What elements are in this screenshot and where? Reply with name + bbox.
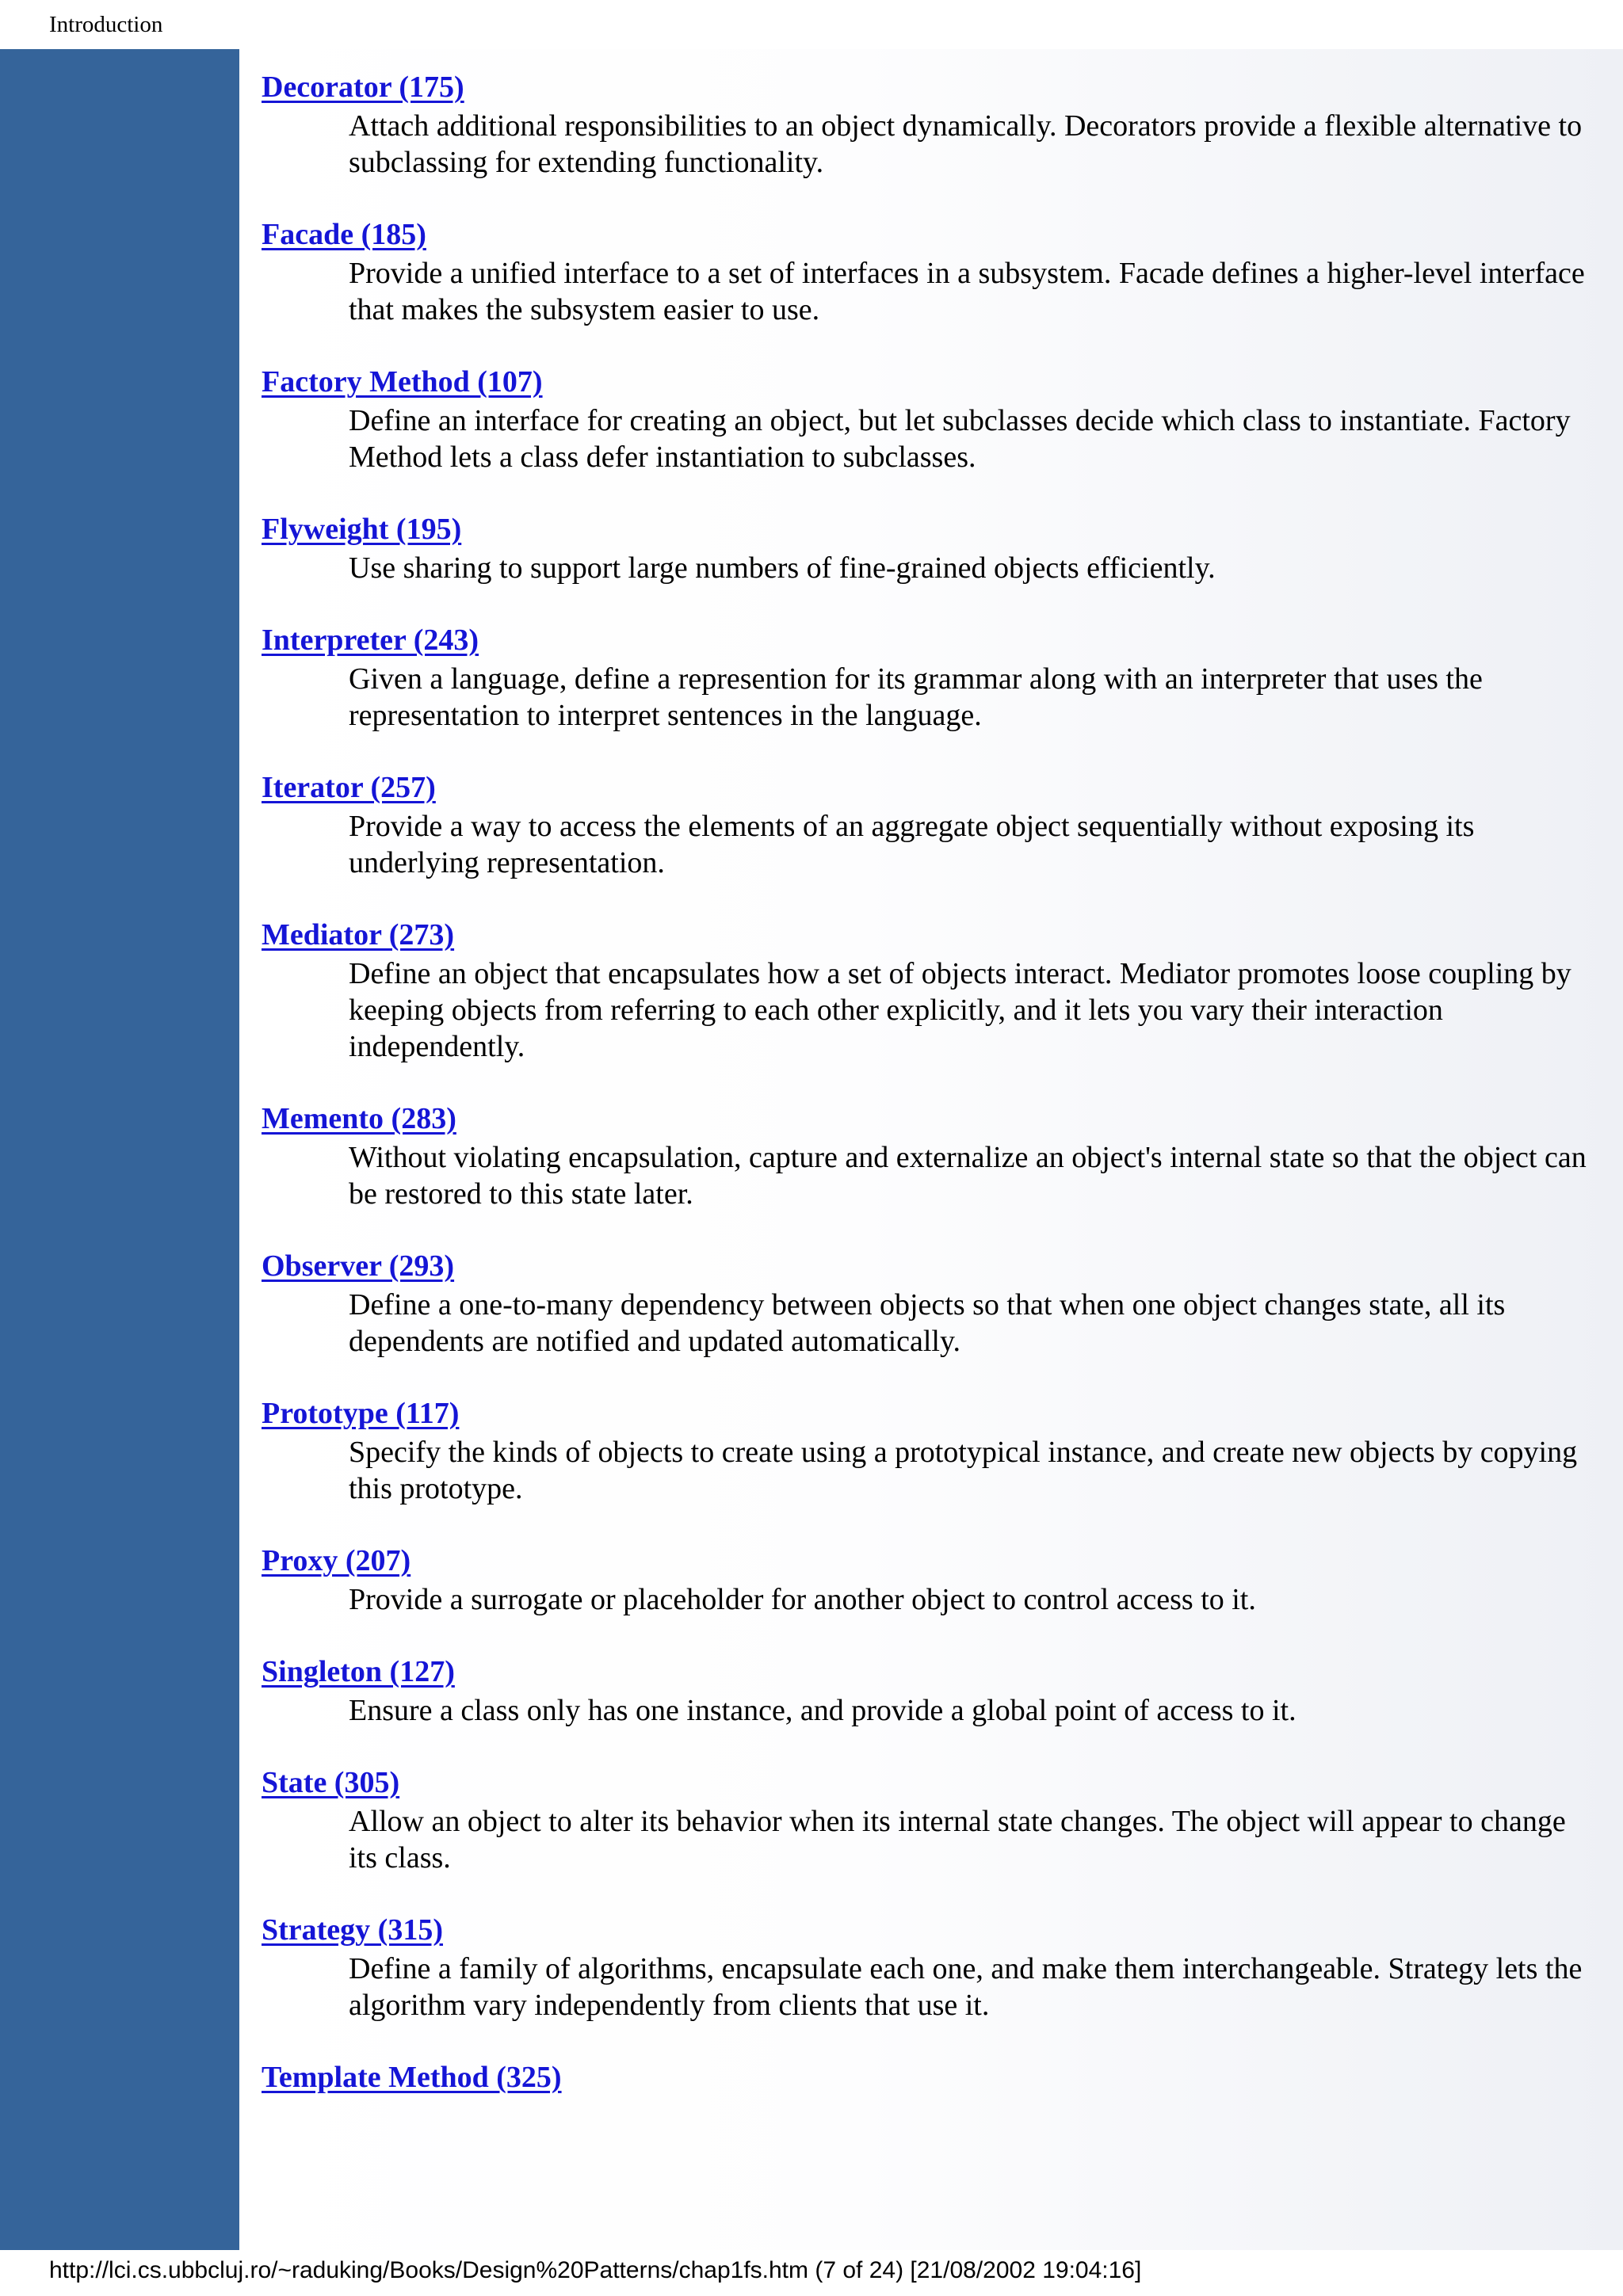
pattern-entry-template-method bbox=[262, 2057, 1601, 2098]
pattern-link-interpreter[interactable]: Interpreter (243) bbox=[262, 624, 479, 657]
pattern-entry-observer bbox=[262, 1245, 1601, 1360]
pattern-link-singleton[interactable]: Singleton (127) bbox=[262, 1655, 455, 1688]
pattern-link-decorator[interactable]: Decorator (175) bbox=[262, 71, 464, 104]
pattern-description: Define an interface for creating an object, but let subclasses decide which class to instantiate. Factory Method lets a class defer instantiation to subclasses. bbox=[349, 404, 1571, 474]
pattern-link-mediator[interactable]: Mediator (273) bbox=[262, 918, 455, 952]
pattern-entry-state bbox=[262, 1762, 1601, 1876]
pattern-entry-flyweight bbox=[262, 509, 1601, 586]
pattern-entry-memento bbox=[262, 1098, 1601, 1212]
pattern-link-observer[interactable]: Observer (293) bbox=[262, 1249, 455, 1283]
pattern-description: Provide a way to access the elements of an aggregate object sequentially without exposing its underlying representation. bbox=[349, 810, 1475, 879]
pattern-entry-strategy bbox=[262, 1909, 1601, 2023]
pattern-entry-singleton bbox=[262, 1651, 1601, 1729]
pattern-link-flyweight[interactable]: Flyweight (195) bbox=[262, 513, 462, 546]
pattern-link-memento[interactable]: Memento (283) bbox=[262, 1102, 456, 1135]
pattern-entry-prototype bbox=[262, 1393, 1601, 1507]
pattern-link-factory-method[interactable]: Factory Method (107) bbox=[262, 365, 543, 399]
pattern-link-prototype[interactable]: Prototype (117) bbox=[262, 1397, 460, 1430]
pattern-description: Attach additional responsibilities to an object dynamically. Decorators provide a flexible alternative to subclassing for extending functionality. bbox=[349, 109, 1583, 179]
footer-url: http://lci.cs.ubbcluj.ro/~raduking/Books/Design%20Patterns/chap1fs.htm (7 of 24) [21/08/2002 19:04:16] bbox=[49, 2257, 1142, 2283]
pattern-link-template-method[interactable]: Template Method (325) bbox=[262, 2061, 562, 2094]
pattern-entry-facade bbox=[262, 214, 1601, 328]
pattern-description: Provide a unified interface to a set of interfaces in a subsystem. Facade defines a higher-level interface that makes the subsystem easier to use. bbox=[349, 257, 1585, 326]
pattern-description: Provide a surrogate or placeholder for another object to control access to it. bbox=[349, 1583, 1256, 1616]
pattern-link-iterator[interactable]: Iterator (257) bbox=[262, 771, 436, 804]
pattern-list bbox=[262, 67, 1601, 2131]
sidebar-band bbox=[0, 49, 239, 2250]
pattern-description: Specify the kinds of objects to create using a prototypical instance, and create new objects by copying this prototype. bbox=[349, 1436, 1578, 1505]
page-header-title: Introduction bbox=[49, 12, 163, 37]
pattern-link-state[interactable]: State (305) bbox=[262, 1766, 400, 1799]
pattern-description: Given a language, define a represention for its grammar along with an interpreter that uses the representation to interpret sentences in the language. bbox=[349, 662, 1483, 732]
pattern-link-facade[interactable]: Facade (185) bbox=[262, 218, 426, 251]
pattern-link-strategy[interactable]: Strategy (315) bbox=[262, 1913, 443, 1947]
pattern-description: Without violating encapsulation, capture and externalize an object's internal state so that the object can be restored to this state later. bbox=[349, 1141, 1587, 1211]
pattern-entry-proxy bbox=[262, 1540, 1601, 1618]
pattern-description: Define an object that encapsulates how a set of objects interact. Mediator promotes loose coupling by keeping objects from referring to each other explicitly, and it lets you vary their interaction independently. bbox=[349, 957, 1571, 1063]
pattern-entry-iterator bbox=[262, 767, 1601, 881]
pattern-entry-interpreter bbox=[262, 620, 1601, 734]
pattern-description: Define a family of algorithms, encapsulate each one, and make them interchangeable. Strategy lets the algorithm vary independently from clients that use it. bbox=[349, 1952, 1583, 2022]
pattern-description: Use sharing to support large numbers of fine-grained objects efficiently. bbox=[349, 551, 1216, 585]
pattern-link-proxy[interactable]: Proxy (207) bbox=[262, 1544, 411, 1577]
pattern-entry-decorator bbox=[262, 67, 1601, 181]
pattern-entry-mediator bbox=[262, 914, 1601, 1065]
pattern-entry-factory-method bbox=[262, 361, 1601, 475]
pattern-description: Define a one-to-many dependency between objects so that when one object changes state, all its dependents are notified and updated automatically. bbox=[349, 1288, 1506, 1358]
pattern-description: Ensure a class only has one instance, and provide a global point of access to it. bbox=[349, 1694, 1296, 1727]
pattern-description: Allow an object to alter its behavior when its internal state changes. The object will appear to change its class. bbox=[349, 1805, 1566, 1875]
